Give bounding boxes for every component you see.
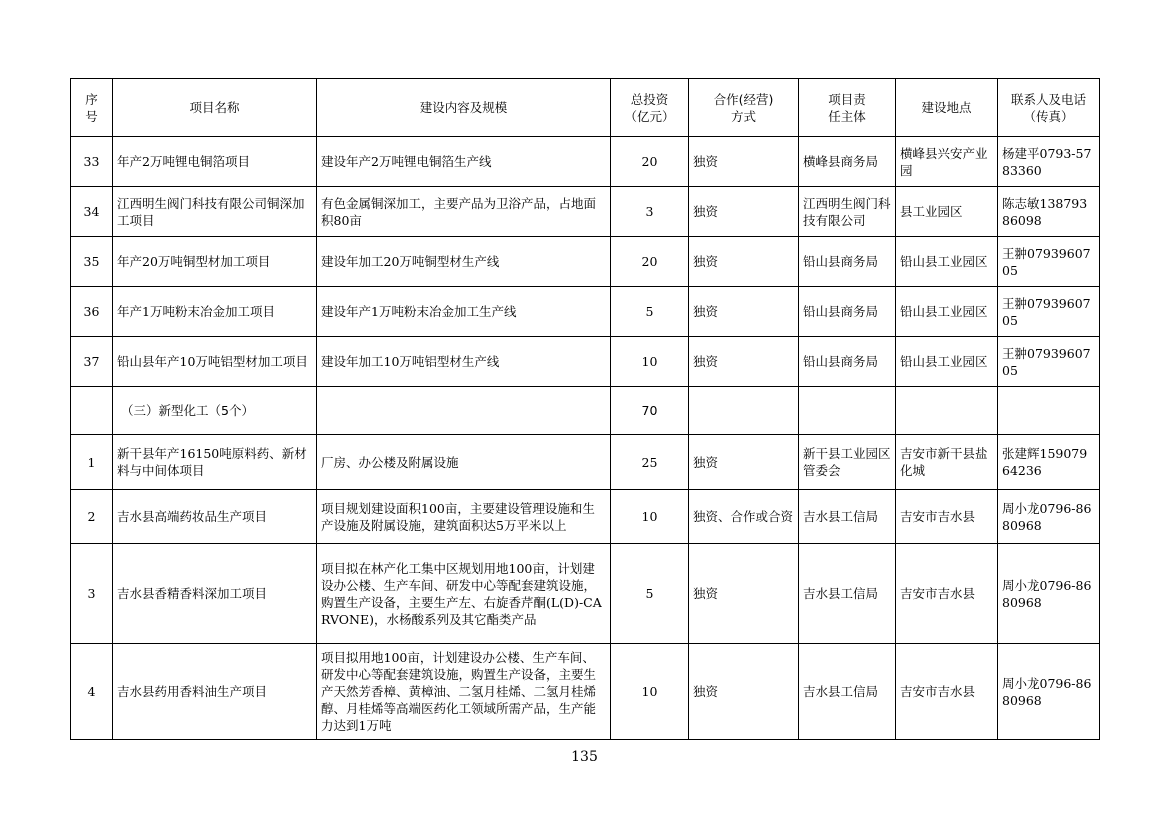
cell-content: 建设年产1万吨粉末冶金加工生产线 [317,287,611,337]
cell-site: 铅山县工业园区 [896,237,998,287]
header-mode: 合作(经营) 方式 [689,79,799,137]
cell-contact: 王翀0793960705 [998,287,1100,337]
cell-invest: 20 [611,137,689,187]
cell-mode: 独资 [689,435,799,490]
cell-contact: 张建辉15907964236 [998,435,1100,490]
project-table [70,78,1100,740]
cell-invest: 10 [611,490,689,544]
cell-contact: 杨建平0793-5783360 [998,137,1100,187]
cell-content: 厂房、办公楼及附属设施 [317,435,611,490]
cell-no: 4 [71,644,113,740]
cell-contact: 周小龙0796-8680968 [998,544,1100,644]
cell-no: 37 [71,337,113,387]
cell-content: 项目规划建设面积100亩，主要建设管理设施和生产设施及附属设施，建筑面积达5万平米以上 [317,490,611,544]
cell-owner: 横峰县商务局 [799,137,896,187]
table-row [71,544,1100,644]
cell-mode: 独资、合作或合资 [689,490,799,544]
page-number: 135 [571,749,598,765]
cell-no: 3 [71,544,113,644]
cell-invest: 10 [611,644,689,740]
cell-contact: 陈志敏13879386098 [998,187,1100,237]
cell-content: 建设年加工20万吨铜型材生产线 [317,237,611,287]
header-no: 序 号 [71,79,113,137]
section-blank [689,387,799,435]
cell-site: 铅山县工业园区 [896,337,998,387]
cell-name: 年产1万吨粉末冶金加工项目 [113,287,317,337]
section-blank [896,387,998,435]
cell-owner: 铅山县商务局 [799,287,896,337]
table-row [71,337,1100,387]
cell-owner: 铅山县商务局 [799,337,896,387]
section-blank [799,387,896,435]
cell-no: 2 [71,490,113,544]
table-row [71,490,1100,544]
cell-invest: 3 [611,187,689,237]
cell-site: 吉安市新干县盐化城 [896,435,998,490]
table-row [71,137,1100,187]
cell-owner: 吉水县工信局 [799,490,896,544]
cell-owner: 吉水县工信局 [799,544,896,644]
table-row [71,187,1100,237]
cell-content: 建设年产2万吨锂电铜箔生产线 [317,137,611,187]
table-row [71,644,1100,740]
cell-site: 横峰县兴安产业园 [896,137,998,187]
cell-name: 吉水县高端药妆品生产项目 [113,490,317,544]
header-owner: 项目责 任主体 [799,79,896,137]
cell-site: 吉安市吉水县 [896,490,998,544]
cell-name: 新干县年产16150吨原料药、新材料与中间体项目 [113,435,317,490]
cell-no: 1 [71,435,113,490]
table-row [71,435,1100,490]
table-row [71,237,1100,287]
cell-name: 铅山县年产10万吨铝型材加工项目 [113,337,317,387]
section-total: 70 [611,387,689,435]
cell-name: 年产2万吨锂电铜箔项目 [113,137,317,187]
cell-mode: 独资 [689,187,799,237]
cell-contact: 周小龙0796-8680968 [998,644,1100,740]
section-blank [317,387,611,435]
cell-content: 项目拟在林产化工集中区规划用地100亩，计划建设办公楼、生产车间、研发中心等配套建筑设施，购置生产设备，主要生产左、右旋香芹酮(L(D)-CARVONE)，水杨酸系列及其它酯类产品 [317,544,611,644]
cell-no: 36 [71,287,113,337]
cell-mode: 独资 [689,644,799,740]
cell-invest: 5 [611,544,689,644]
cell-owner: 吉水县工信局 [799,644,896,740]
section-blank [998,387,1100,435]
table-row [71,287,1100,337]
cell-contact: 王翀0793960705 [998,337,1100,387]
cell-invest: 25 [611,435,689,490]
cell-mode: 独资 [689,287,799,337]
cell-contact: 王翀0793960705 [998,237,1100,287]
cell-content: 项目拟用地100亩，计划建设办公楼、生产车间、研发中心等配套建筑设施，购置生产设备，主要生产天然芳香樟、黄樟油、二氢月桂烯、二氢月桂烯醇、月桂烯等高端医药化工领域所需产品，生产能力达到1万吨 [317,644,611,740]
cell-invest: 5 [611,287,689,337]
cell-mode: 独资 [689,337,799,387]
cell-no: 34 [71,187,113,237]
cell-mode: 独资 [689,237,799,287]
cell-invest: 10 [611,337,689,387]
cell-site: 县工业园区 [896,187,998,237]
cell-contact: 周小龙0796-8680968 [998,490,1100,544]
cell-invest: 20 [611,237,689,287]
cell-owner: 江西明生阀门科技有限公司 [799,187,896,237]
cell-content: 有色金属铜深加工，主要产品为卫浴产品，占地面积80亩 [317,187,611,237]
cell-name: 吉水县药用香料油生产项目 [113,644,317,740]
cell-mode: 独资 [689,137,799,187]
cell-name: 吉水县香精香料深加工项目 [113,544,317,644]
header-row [71,79,1100,137]
header-name: 项目名称 [113,79,317,137]
cell-name: 年产20万吨铜型材加工项目 [113,237,317,287]
section-blank [71,387,113,435]
cell-mode: 独资 [689,544,799,644]
header-contact: 联系人及电话 （传真） [998,79,1100,137]
header-invest: 总投资 （亿元） [611,79,689,137]
cell-owner: 新干县工业园区管委会 [799,435,896,490]
cell-no: 33 [71,137,113,187]
section-row [71,387,1100,435]
cell-no: 35 [71,237,113,287]
header-site: 建设地点 [896,79,998,137]
cell-owner: 铅山县商务局 [799,237,896,287]
section-title: （三）新型化工（5个） [113,387,317,435]
cell-site: 吉安市吉水县 [896,544,998,644]
cell-name: 江西明生阀门科技有限公司铜深加工项目 [113,187,317,237]
cell-site: 铅山县工业园区 [896,287,998,337]
cell-site: 吉安市吉水县 [896,644,998,740]
header-content: 建设内容及规模 [317,79,611,137]
cell-content: 建设年加工10万吨铝型材生产线 [317,337,611,387]
